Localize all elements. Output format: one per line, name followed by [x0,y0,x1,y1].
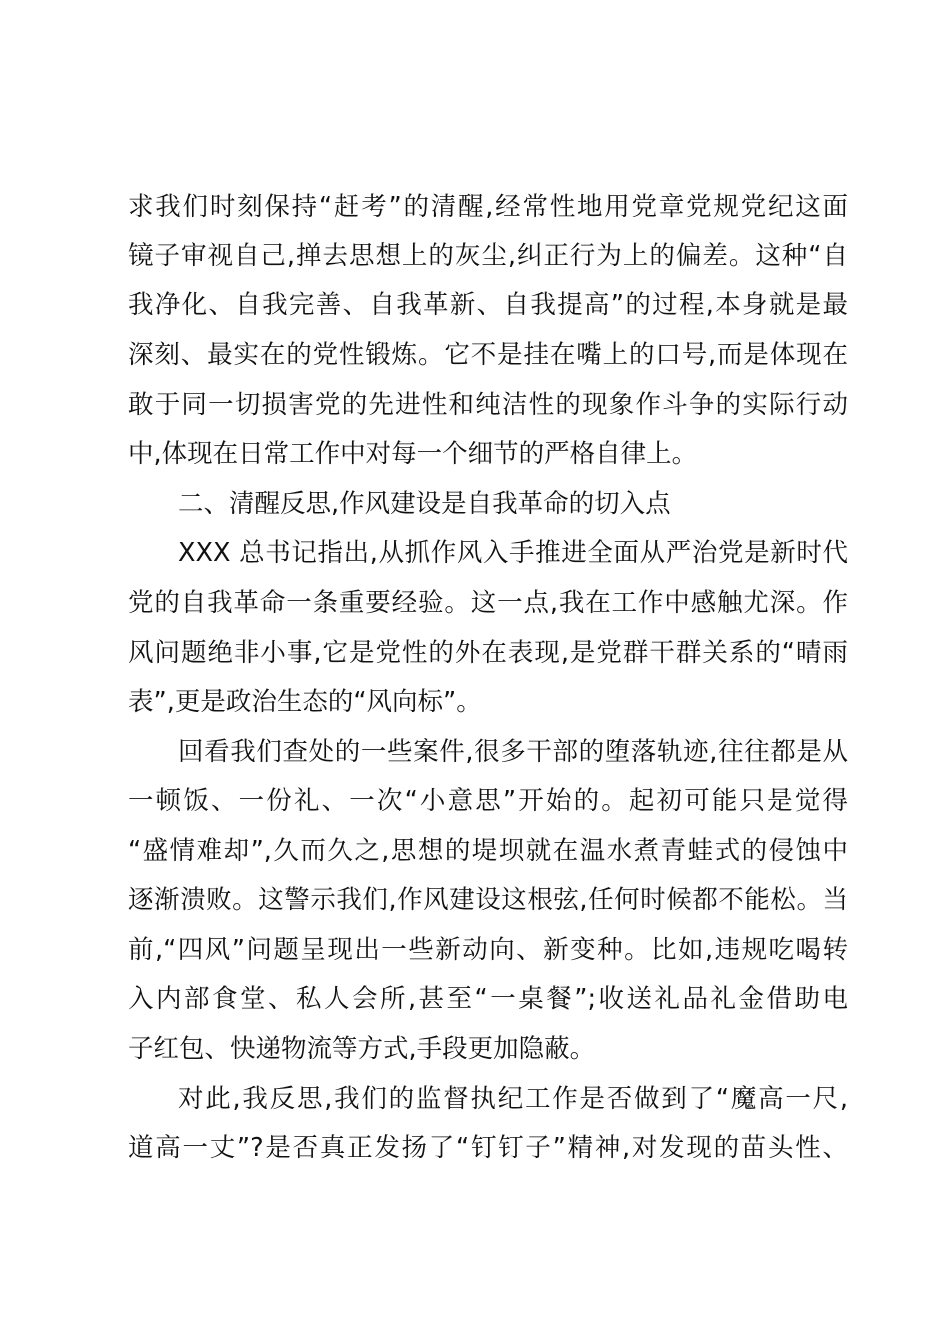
paragraph-line: 回看我们查处的一些案件,很多干部的堕落轨迹,往往都是从 [178,737,848,767]
paragraph-line: 子红包、快递物流等方式,手段更加隐蔽。 [128,1034,596,1064]
paragraph-line: 逐渐溃败。这警示我们,作风建设这根弦,任何时候都不能松。当 [128,885,848,915]
paragraph-line: 入内部食堂、私人会所,甚至“一桌餐”;收送礼品礼金借助电 [128,984,848,1014]
paragraph-line: 对此,我反思,我们的监督执纪工作是否做到了“魔高一尺, [178,1084,848,1114]
paragraph-line: 中,体现在日常工作中对每一个细节的严格自律上。 [128,439,698,469]
section-heading: 二、清醒反思,作风建设是自我革命的切入点 [178,489,671,519]
paragraph-line: 道高一丈”?是否真正发扬了“钉钉子”精神,对发现的苗头性、 [128,1133,848,1163]
paragraph-line: 镜子审视自己,掸去思想上的灰尘,纠正行为上的偏差。这种“自 [128,241,848,271]
paragraph-line: 求我们时刻保持“赶考”的清醒,经常性地用党章党规党纪这面 [128,192,848,222]
paragraph-line: 表”,更是政治生态的“风向标”。 [128,687,482,717]
paragraph-line: “盛情难却”,久而久之,思想的堤坝就在温水煮青蛙式的侵蚀中 [128,836,848,866]
paragraph-line: 一顿饭、一份礼、一次“小意思”开始的。起初可能只是觉得 [128,786,848,816]
paragraph-line: 我净化、自我完善、自我革新、自我提高”的过程,本身就是最 [128,290,848,320]
paragraph-line: XXX 总书记指出,从抓作风入手推进全面从严治党是新时代 [178,538,848,568]
paragraph-line: 前,“四风”问题呈现出一些新动向、新变种。比如,违规吃喝转 [128,935,848,965]
paragraph-line: 党的自我革命一条重要经验。这一点,我在工作中感触尤深。作 [128,588,848,618]
paragraph-line: 风问题绝非小事,它是党性的外在表现,是党群干群关系的“晴雨 [128,638,848,668]
paragraph-line: 深刻、最实在的党性锻炼。它不是挂在嘴上的口号,而是体现在 [128,340,848,370]
paragraph-line: 敢于同一切损害党的先进性和纯洁性的现象作斗争的实际行动 [128,390,848,420]
